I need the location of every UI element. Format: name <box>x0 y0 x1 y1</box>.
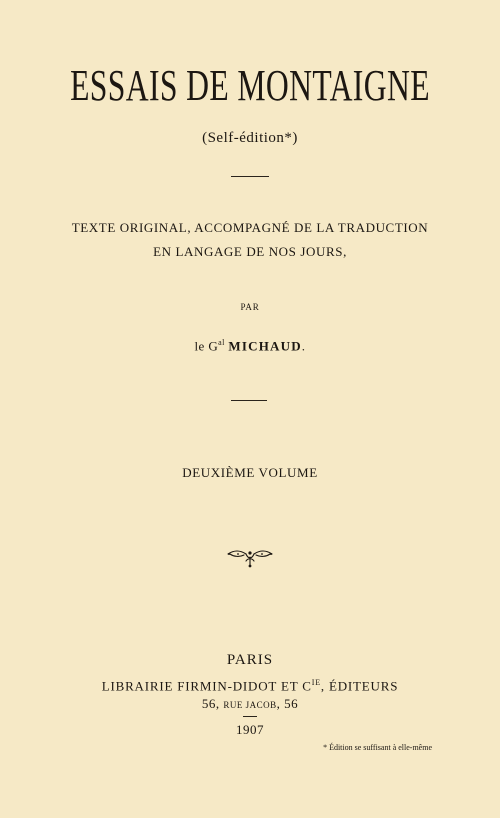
divider-rule-year <box>243 716 257 717</box>
divider-rule-top <box>231 176 269 177</box>
address-number-1: 56, <box>201 696 220 711</box>
divider-rule-middle <box>231 400 267 401</box>
imprint-year: 1907 <box>236 722 264 737</box>
publisher-superscript: IE <box>311 678 321 687</box>
author-suffix: . <box>301 338 306 354</box>
imprint-city: PARIS <box>226 652 274 668</box>
book-subtitle: (Self-édition*) <box>202 130 298 146</box>
publisher-tail: , ÉDITEURS <box>320 678 399 694</box>
author-line <box>0 338 500 354</box>
fleuron-ornament-icon <box>226 546 274 570</box>
footnote: * Édition se suffisant à elle-même <box>323 743 432 752</box>
publisher-name: LIBRAIRIE FIRMIN-DIDOT ET C <box>101 678 312 694</box>
imprint-address <box>0 696 500 712</box>
by-label: PAR <box>240 302 260 312</box>
address-street: RUE JACOB <box>223 700 277 710</box>
description-line-2: EN LANGAGE DE NOS JOURS, <box>153 244 347 259</box>
volume-label: DEUXIÈME VOLUME <box>182 465 318 480</box>
address-number-2: , 56 <box>276 696 299 711</box>
imprint-publisher <box>0 678 500 694</box>
author-prefix: le G <box>194 338 219 354</box>
description-line-1: TEXTE ORIGINAL, ACCOMPAGNÉ DE LA TRADUCTION <box>71 220 429 235</box>
book-title: ESSAIS DE MONTAIGNE <box>70 61 430 110</box>
author-name: MICHAUD <box>228 338 302 354</box>
author-prefix-superscript: al <box>218 338 225 347</box>
